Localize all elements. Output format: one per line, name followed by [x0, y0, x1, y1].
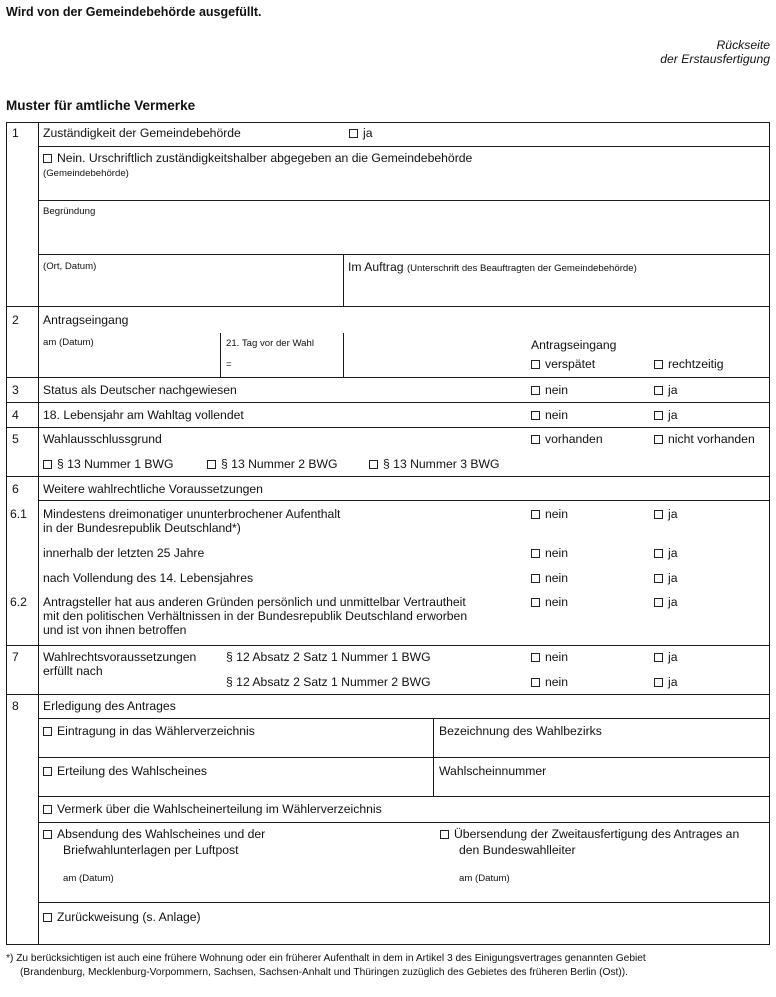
erteilung-option[interactable]: Erteilung des Wahlscheines	[43, 764, 207, 779]
vertrautheit-line1: Antragsteller hat aus anderen Gründen persönlich und unmittelbar Vertrautheit	[43, 595, 466, 609]
s61-nein-option[interactable]: nein	[531, 507, 568, 522]
checkbox-icon	[654, 598, 663, 607]
uebersendung-datum-label: am (Datum)	[459, 873, 510, 884]
nicht-vorhanden-option[interactable]: nicht vorhanden	[654, 432, 755, 447]
wahlbezirk-label: Bezeichnung des Wahlbezirks	[439, 724, 602, 738]
footnote-line2: (Brandenburg, Mecklenburg-Vorpommern, Sachsen, Sachsen-Anhalt und Thüringen zuzüglich des Gebietes des früheren Berlin (Ost)).	[20, 967, 628, 978]
checkbox-icon	[654, 435, 663, 444]
section-number-8: 8	[12, 699, 19, 713]
checkbox-icon	[43, 805, 52, 814]
lebensjahr-label: 18. Lebensjahr am Wahltag vollendet	[43, 408, 244, 422]
page-title: Muster für amtliche Vermerke	[6, 98, 196, 113]
s61-sub1-nein-option[interactable]: nein	[531, 546, 568, 561]
checkbox-icon	[531, 678, 540, 687]
checkbox-icon	[531, 360, 540, 369]
checkbox-icon	[654, 574, 663, 583]
vertrautheit-line2: mit den politischen Verhältnissen in der Bundesrepublik Deutschland erworben	[43, 609, 468, 623]
s7-para1-ja-option[interactable]: ja	[654, 650, 678, 665]
checkbox-icon	[654, 386, 663, 395]
section-number-3: 3	[12, 383, 19, 397]
absendung-option[interactable]: Absendung des Wahlscheines und der	[43, 827, 265, 842]
competence-ja-option[interactable]: ja	[349, 126, 373, 141]
checkbox-icon	[43, 460, 52, 469]
eintragung-option[interactable]: Eintragung in das Wählerverzeichnis	[43, 724, 255, 739]
aufenthalt-line2: in der Bundesrepublik Deutschland*)	[43, 521, 241, 535]
checkbox-icon	[43, 727, 52, 736]
innerhalb-25-jahre-label: innerhalb der letzten 25 Jahre	[43, 546, 205, 560]
wahlscheinnummer-label: Wahlscheinnummer	[439, 764, 547, 778]
erledigung-label: Erledigung des Antrages	[43, 699, 176, 713]
section-number-2: 2	[12, 313, 19, 327]
checkbox-icon	[440, 830, 449, 839]
zurueckweisung-option[interactable]: Zurückweisung (s. Anlage)	[43, 910, 201, 925]
competence-label: Zuständigkeit der Gemeindebehörde	[43, 126, 241, 140]
checkbox-icon	[654, 653, 663, 662]
status-deutscher-label: Status als Deutscher nachgewiesen	[43, 383, 237, 397]
checkbox-icon	[43, 913, 52, 922]
wahlausschlussgrund-label: Wahlausschlussgrund	[43, 432, 162, 446]
s4-ja-option[interactable]: ja	[654, 408, 678, 423]
checkbox-icon	[531, 549, 540, 558]
absendung-line2: Briefwahlunterlagen per Luftpost	[63, 843, 239, 857]
s3-nein-option[interactable]: nein	[531, 383, 568, 398]
s7-para2-ja-option[interactable]: ja	[654, 675, 678, 690]
footnote-line1: *) Zu berücksichtigen ist auch eine frühere Wohnung oder ein früherer Aufenthalt in dem in Artikel 3 des Einigungsvertrages genannten Gebiet	[6, 953, 646, 964]
checkbox-icon	[531, 598, 540, 607]
checkbox-icon	[43, 830, 52, 839]
aufenthalt-line1: Mindestens dreimonatiger ununterbrochener Aufenthalt	[43, 507, 341, 521]
im-auftrag-label: Im Auftrag (Unterschrift des Beauftragten der Gemeindebehörde)	[348, 260, 637, 274]
section-number-6: 6	[12, 482, 19, 496]
section-number-4: 4	[12, 408, 19, 422]
s62-nein-option[interactable]: nein	[531, 595, 568, 610]
verspaetet-option[interactable]: verspätet	[531, 357, 595, 372]
checkbox-icon	[349, 129, 358, 138]
checkbox-icon	[531, 653, 540, 662]
s61-sub1-ja-option[interactable]: ja	[654, 546, 678, 561]
paragraph-12-2-label: § 12 Absatz 2 Satz 1 Nummer 2 BWG	[226, 675, 431, 689]
checkbox-icon	[654, 549, 663, 558]
vorhanden-option[interactable]: vorhanden	[531, 432, 603, 447]
vertrautheit-line3: und ist von ihnen betroffen	[43, 623, 187, 637]
tag-vor-wahl-label: 21. Tag vor der Wahl	[226, 338, 314, 349]
section-number-5: 5	[12, 432, 19, 446]
s4-nein-option[interactable]: nein	[531, 408, 568, 423]
section-number-6-2: 6.2	[10, 595, 27, 609]
am-datum-label: am (Datum)	[43, 337, 94, 348]
wahlrecht-line2: erfüllt nach	[43, 664, 103, 678]
checkbox-icon	[654, 360, 663, 369]
checkbox-icon	[207, 460, 216, 469]
antragseingang-status-label: Antragseingang	[531, 338, 617, 352]
s61-sub2-ja-option[interactable]: ja	[654, 571, 678, 586]
checkbox-icon	[654, 510, 663, 519]
checkbox-icon	[531, 574, 540, 583]
antragseingang-label: Antragseingang	[43, 313, 129, 327]
wahlrecht-line1: Wahlrechtsvoraussetzungen	[43, 650, 197, 664]
paragraph-13-1-option[interactable]: § 13 Nummer 1 BWG	[43, 457, 174, 472]
paragraph-13-2-option[interactable]: § 13 Nummer 2 BWG	[207, 457, 338, 472]
section-number-7: 7	[12, 650, 19, 664]
paragraph-12-1-label: § 12 Absatz 2 Satz 1 Nummer 1 BWG	[226, 650, 431, 664]
absendung-datum-label: am (Datum)	[63, 873, 114, 884]
s61-ja-option[interactable]: ja	[654, 507, 678, 522]
ort-datum-label: (Ort, Datum)	[43, 261, 97, 272]
checkbox-icon	[369, 460, 378, 469]
nach-14-lebensjahr-label: nach Vollendung des 14. Lebensjahres	[43, 571, 254, 585]
s3-ja-option[interactable]: ja	[654, 383, 678, 398]
begruendung-label: Begründung	[43, 206, 96, 217]
weitere-voraussetzungen-label: Weitere wahlrechtliche Voraussetzungen	[43, 482, 263, 496]
gemeinde-hint: (Gemeindebehörde)	[43, 168, 129, 179]
s61-sub2-nein-option[interactable]: nein	[531, 571, 568, 586]
checkbox-icon	[43, 154, 52, 163]
s7-para2-nein-option[interactable]: nein	[531, 675, 568, 690]
uebersendung-line2: den Bundeswahlleiter	[459, 843, 576, 857]
section-number-6-1: 6.1	[10, 507, 27, 521]
checkbox-icon	[654, 411, 663, 420]
section-number-1: 1	[12, 126, 19, 140]
checkbox-icon	[531, 386, 540, 395]
form-note: Wird von der Gemeindebehörde ausgefüllt.	[6, 5, 262, 19]
checkbox-icon	[531, 411, 540, 420]
checkbox-icon	[531, 435, 540, 444]
s62-ja-option[interactable]: ja	[654, 595, 678, 610]
uebersendung-option[interactable]: Übersendung der Zweitausfertigung des Antrages an	[440, 827, 739, 842]
side-label-line2: der Erstausfertigung	[660, 52, 770, 66]
rechtzeitig-option[interactable]: rechtzeitig	[654, 357, 724, 372]
checkbox-icon	[654, 678, 663, 687]
paragraph-13-3-option[interactable]: § 13 Nummer 3 BWG	[369, 457, 500, 472]
competence-nein-option[interactable]: Nein. Urschriftlich zuständigkeitshalber abgegeben an die Gemeindebehörde	[43, 151, 472, 166]
vermerk-option[interactable]: Vermerk über die Wahlscheinerteilung im Wählerverzeichnis	[43, 802, 382, 817]
equals-sign: =	[226, 359, 232, 370]
s7-para1-nein-option[interactable]: nein	[531, 650, 568, 665]
checkbox-icon	[43, 767, 52, 776]
side-label-line1: Rückseite	[716, 38, 770, 52]
checkbox-icon	[531, 510, 540, 519]
